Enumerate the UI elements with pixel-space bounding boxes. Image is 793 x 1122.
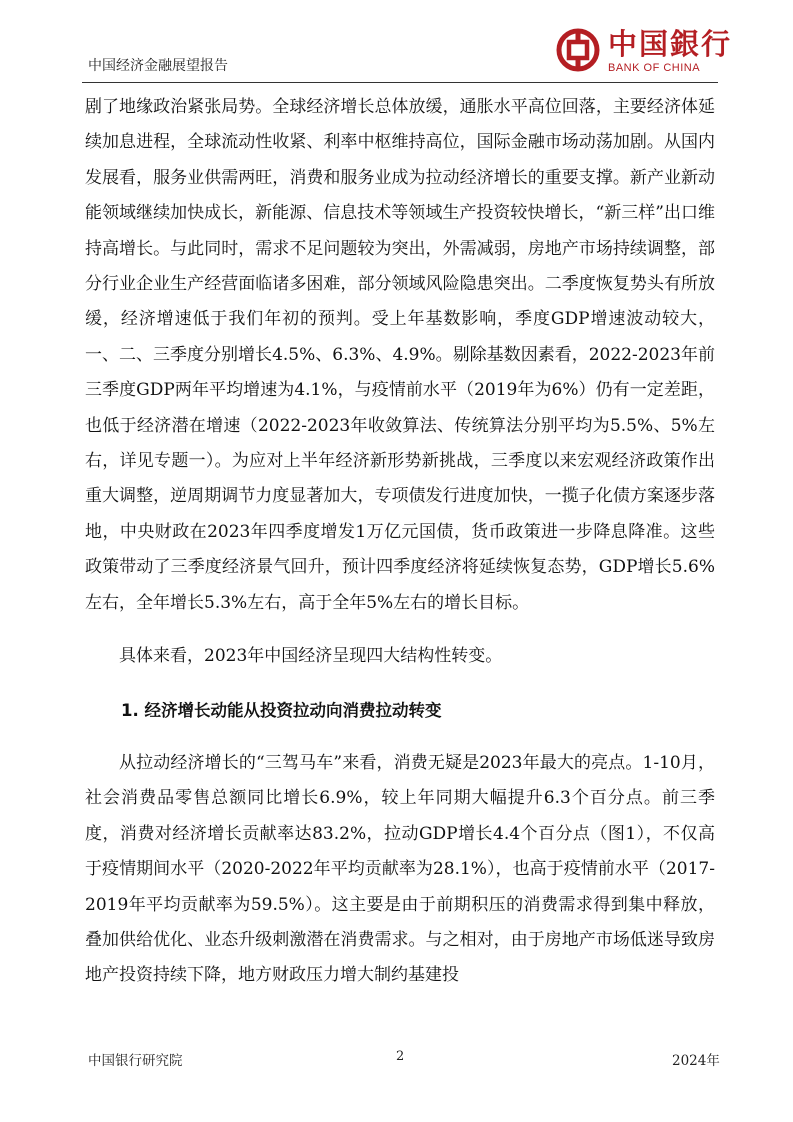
- bank-of-china-emblem-icon: [556, 28, 600, 72]
- report-title: 中国经济金融展望报告: [88, 58, 228, 74]
- body-paragraph: 具体来看，2023年中国经济呈现四大结构性转变。: [119, 646, 503, 667]
- bank-logo: [556, 26, 733, 80]
- main-content: [85, 90, 715, 994]
- section-heading: 1. 经济增长动能从投资拉动向消费拉动转变: [121, 700, 442, 720]
- footer-institute: 中国银行研究院: [88, 1053, 183, 1069]
- logo-english-name: BANK OF CHINA: [608, 62, 701, 74]
- body-paragraph: 剧了地缘政治紧张局势。全球经济增长总体放缓，通胀水平高位回落，主要经济体延续加息进程，全球流动性收紧、利率中枢维持高位，国际金融市场动荡加剧。从国内发展看，服务业供需两旺，消费和服务业成为拉动经济增长的重要支撑。新产业新动能领域继续加快成长，新能源、信息技术等领域生产投资较快增长，“新三样”出口维持高增长。与此同时，需求不足问题较为突出，外需减弱，房地产市场持续调整，部分行业企业生产经营面临诸多困难，部分领域风险隐患突出。二季度恢复势头有所放缓，经济增速低于我们年初的预判。受上年基数影响，季度GDP增速波动较大，一、二、三季度分别增长4.5%、6.3%、4.9%。剔除基数因素看，2022-2023年前三季度GDP两年平均增速为4.1%，与疫情前水平（2019年为6%）仍有一定差距，也低于经济潜在增速（2022-2023年收敛算法、传统算法分别平均为5.5%、5%左右，详见专题一）。为应对上半年经济新形势新挑战，三季度以来宏观经济政策作出重大调整，逆周期调节力度显著加大，专项债发行进度加快，一揽子化债方案逐步落地，中央财政在2023年四季度增发1万亿元国债，货币政策进一步降息降准。这些政策带动了三季度经济景气回升，预计四季度经济将延续恢复态势，GDP增长5.6%左右，全年增长5.3%左右，高于全年5%左右的增长目标。: [85, 97, 715, 613]
- header-divider: [82, 82, 718, 83]
- body-paragraph: 从拉动经济增长的“三驾马车”来看，消费无疑是2023年最大的亮点。1-10月，社会消费品零售总额同比增长6.9%，较上年同期大幅提升6.3个百分点。前三季度，消费对经济增长贡献率达83.2%，拉动GDP增长4.4个百分点（图1），不仅高于疫情期间水平（2020-2022年平均贡献率为28.1%），也高于疫情前水平（2017-2019年平均贡献率为59.5%）。这主要是由于前期积压的消费需求得到集中释放，叠加供给优化、业态升级刺激潜在消费需求。与之相对，由于房地产市场低迷导致房地产投资持续下降，地方财政压力增大制约基建投: [85, 752, 715, 986]
- footer-year: 2024年: [672, 1053, 720, 1069]
- logo-chinese-name: 中国銀行: [608, 27, 733, 61]
- page-number: 2: [396, 1049, 405, 1064]
